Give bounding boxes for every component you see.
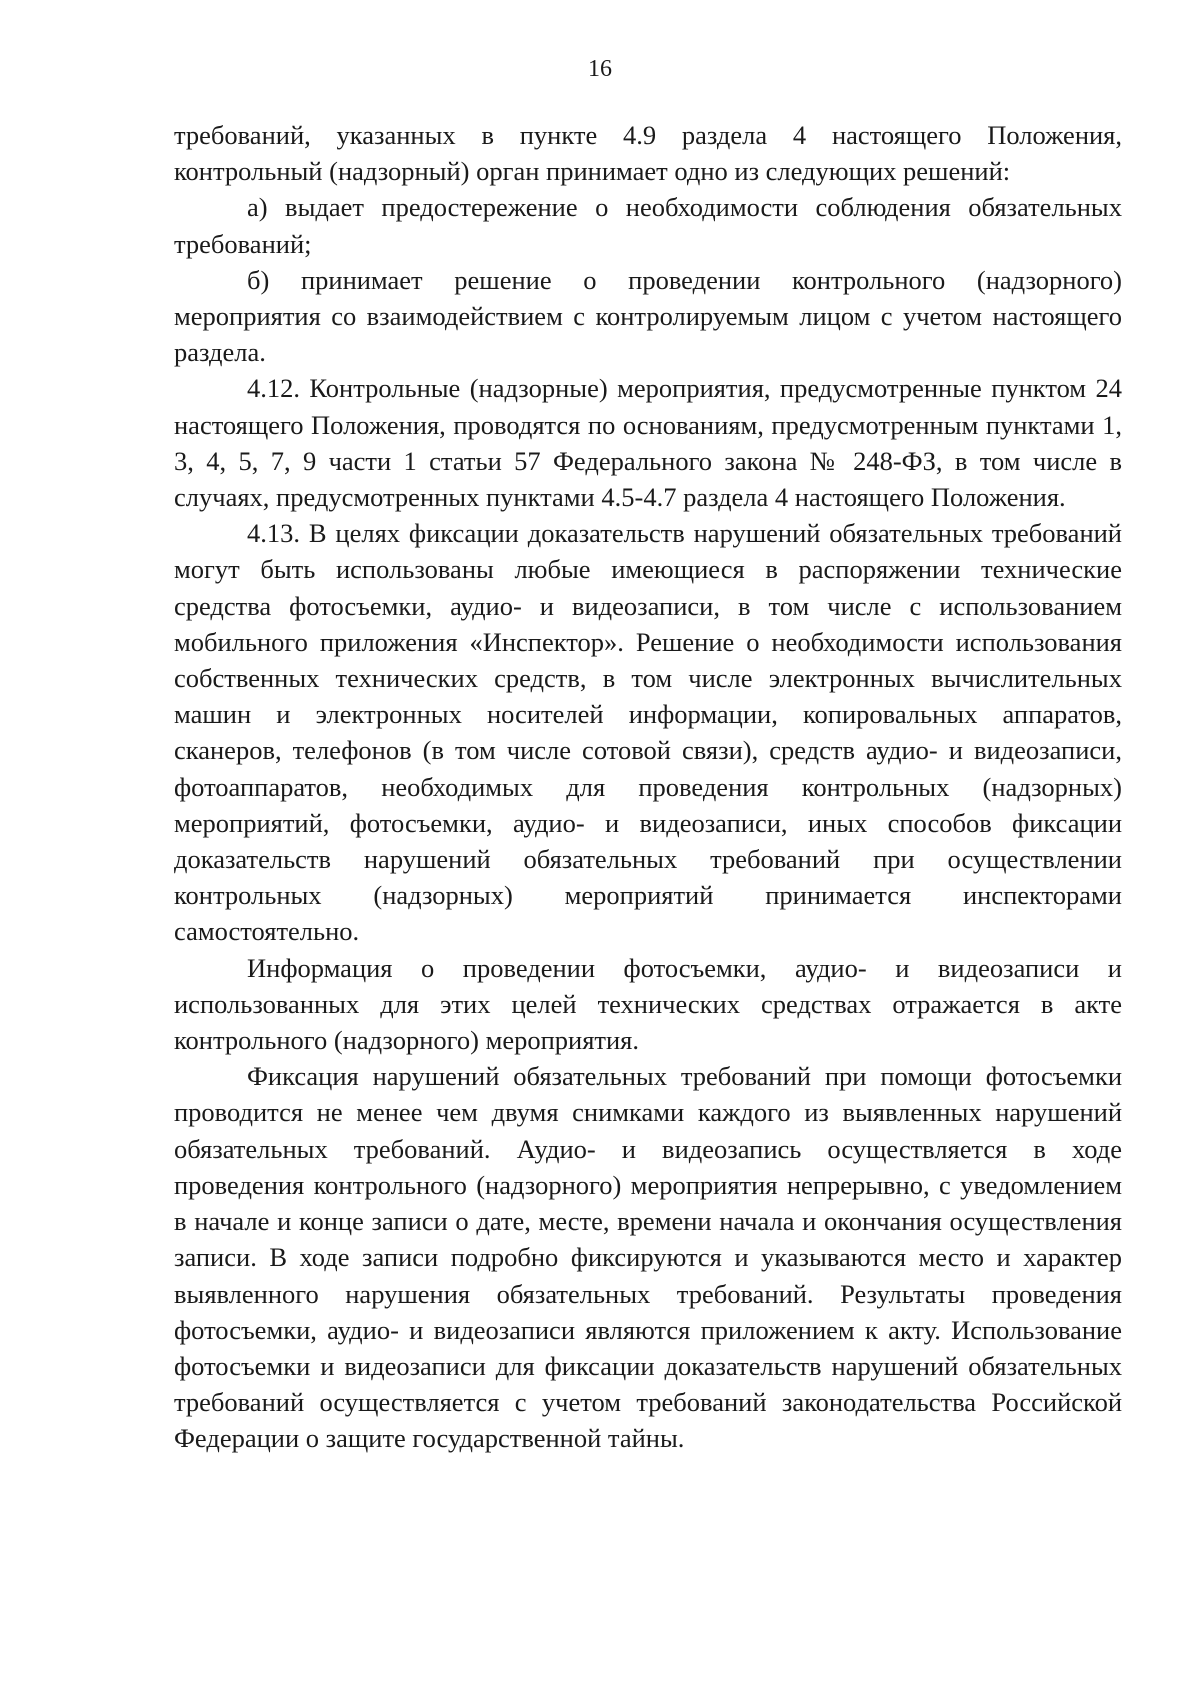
paragraph-item-a: а) выдает предостережение о необходимости соблюдения обязательных требований;: [174, 192, 1122, 259]
paragraph-4-13: 4.13. В целях фиксации доказательств нарушений обязательных требований могут быть использованы любые имеющиеся в распоряжении технические средства фотосъемки, аудио- и видеозаписи, в том числе с использованием мобильного приложения «Инспектор». Решение о необходимости использования собственных технических средств, в том числе электронных вычислительных машин и электронных носителей информации, копировальных аппаратов, сканеров, телефонов (в том числе сотовой связи), средств аудио- и видеозаписи, фотоаппаратов, необходимых для проведения контрольных (надзорных) мероприятий, фотосъемки, аудио- и видеозаписи, иных способов фиксации доказательств нарушений обязательных требований при осуществлении контрольных (надзорных) мероприятий принимается инспекторами самостоятельно.: [174, 518, 1122, 947]
document-body: [174, 117, 1122, 1457]
paragraph-4-12: 4.12. Контрольные (надзорные) мероприятия, предусмотренные пунктом 24 настоящего Положения, проводятся по основаниям, предусмотренным пунктами 1, 3, 4, 5, 7, 9 части 1 статьи 57 Федерального закона № 248-ФЗ, в том числе в случаях, предусмотренных пунктами 4.5-4.7 раздела 4 настоящего Положения.: [174, 373, 1122, 513]
paragraph-information: Информация о проведении фотосъемки, аудио- и видеозаписи и использованных для этих целей технических средствах отражается в акте контрольного (надзорного) мероприятия.: [174, 952, 1122, 1056]
paragraph-fixation: Фиксация нарушений обязательных требований при помощи фотосъемки проводится не менее чем двумя снимками каждого из выявленных нарушений обязательных требований. Аудио- и видеозапись осуществляется в ходе проведения контрольного (надзорного) мероприятия непрерывно, с уведомлением в начале и конце записи о дате, месте, времени начала и окончания осуществления записи. В ходе записи подробно фиксируются и указываются место и характер выявленного нарушения обязательных требований. Результаты проведения фотосъемки, аудио- и видеозаписи являются приложением к акту. Использование фотосъемки и видеозаписи для фиксации доказательств нарушений обязательных требований осуществляется с учетом требований законодательства Российской Федерации о защите государственной тайны.: [174, 1061, 1122, 1454]
paragraph-item-b: б) принимает решение о проведении контрольного (надзорного) мероприятия со взаимодействием с контролируемым лицом с учетом настоящего раздела.: [174, 264, 1122, 368]
page-number: 16: [588, 56, 612, 82]
paragraph-continuation: требований, указанных в пункте 4.9 раздела 4 настоящего Положения, контрольный (надзорный) орган принимает одно из следующих решений:: [174, 120, 1122, 187]
